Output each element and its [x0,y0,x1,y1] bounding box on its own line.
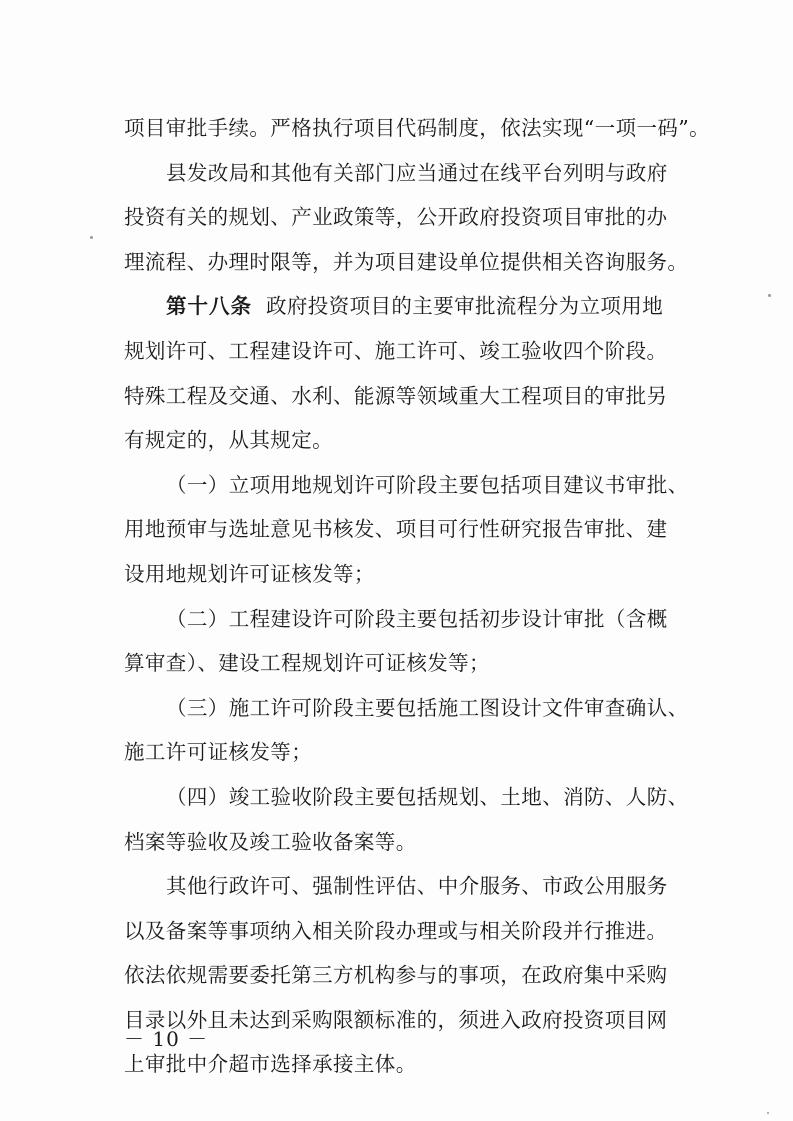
scan-speck [767,1112,769,1114]
text-line: 特殊工程及交通、水利、能源等领域重大工程项目的审批另 [124,383,668,408]
text-line: 以及备案等事项纳入相关阶段办理或与相关阶段并行推进。 [124,918,668,943]
text-line: 设用地规划许可证核发等； [124,561,375,586]
text-line: （一）立项用地规划许可阶段主要包括项目建议书审批、 [166,472,689,497]
text-line: 项目审批手续。严格执行项目代码制度，依法实现“一项一码”。 [124,116,711,140]
document-body [124,106,711,1087]
text-line: （二）工程建设许可阶段主要包括初步设计审批（含概 [166,606,668,631]
page-number: － 10 － [124,1027,209,1051]
text-line: 规划许可、工程建设许可、施工许可、竣工验收四个阶段。 [124,338,668,363]
text-line: 档案等验收及竣工验收备案等。 [124,829,417,854]
scan-speck [768,294,771,297]
text-line: 上审批中介超市选择承接主体。 [124,1052,417,1077]
text-line: 县发改局和其他有关部门应当通过在线平台列明与政府 [166,160,668,185]
text-line: 依法依规需要委托第三方机构参与的事项，在政府集中采购 [124,963,668,988]
text-line: 目录以外且未达到采购限额标准的，须进入政府投资项目网 [124,1007,668,1032]
article-first-line [124,284,684,329]
text-line: 投资有关的规划、产业政策等，公开政府投资项目审批的办 [124,205,668,230]
scan-speck [90,236,93,239]
text-line: 算审查）、建设工程规划许可证核发等； [124,651,490,676]
text-line: 有规定的，从其规定。 [124,428,333,453]
text-line: （四）竣工验收阶段主要包括规划、土地、消防、人防、 [166,784,689,809]
text-line: 政府投资项目的主要审批流程分为立项用地 [266,294,664,319]
article-heading: 第十八条 [166,294,252,319]
text-line: （三）施工许可阶段主要包括施工图设计文件审查确认、 [166,695,689,720]
text-line: 其他行政许可、强制性评估、中介服务、市政公用服务 [166,874,668,899]
text-line: 理流程、办理时限等，并为项目建设单位提供相关咨询服务。 [124,249,689,274]
text-line: 施工许可证核发等； [124,740,313,765]
text-line: 用地预审与选址意见书核发、项目可行性研究报告审批、建 [124,517,668,542]
